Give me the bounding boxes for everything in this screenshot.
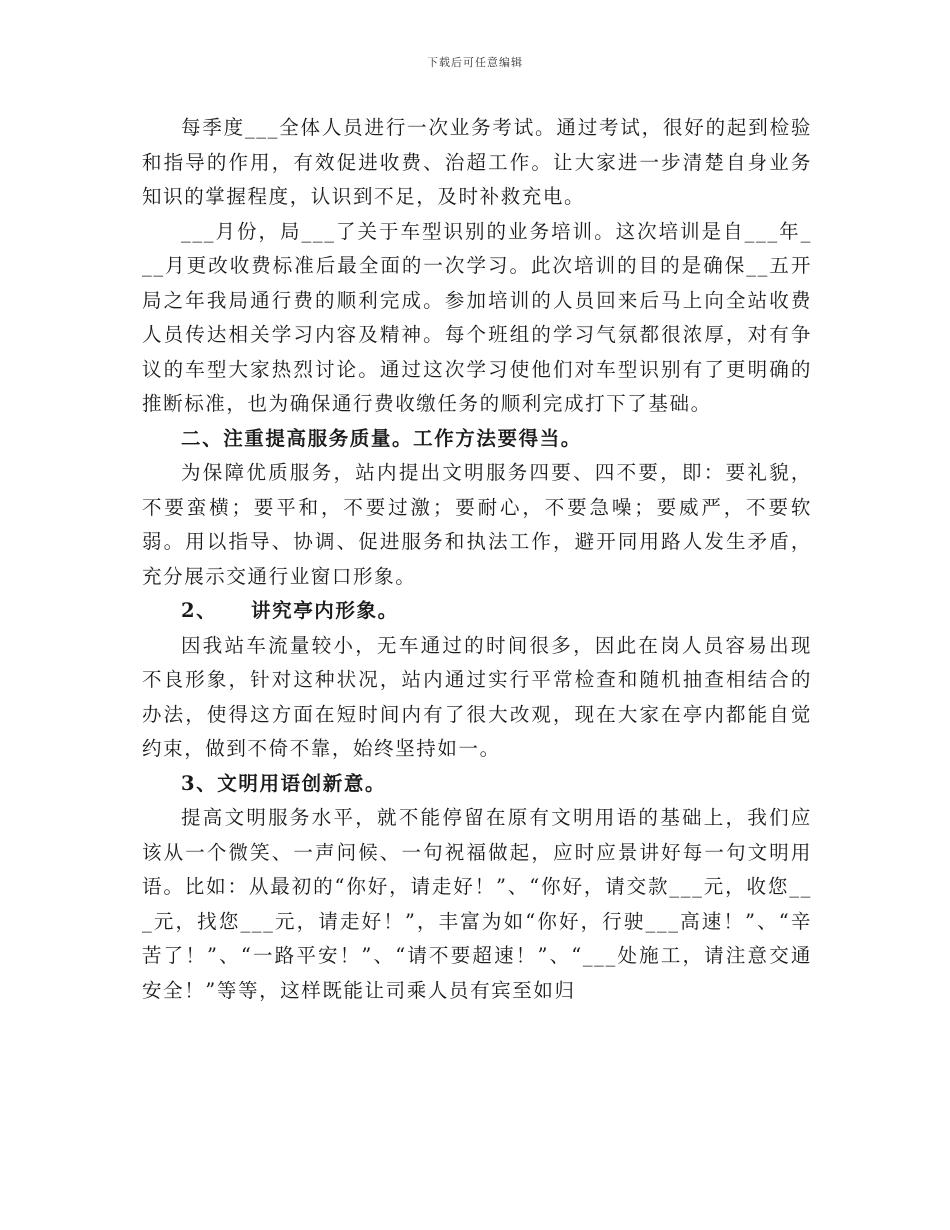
section-heading-booth-image — [142, 594, 812, 629]
document-body — [142, 111, 812, 1008]
paragraph-exam: 每季度___全体人员进行一次业务考试。通过考试，很好的起到检验和指导的作用，有效促进收费、治超工作。让大家进一步清楚自身业务知识的掌握程度，认识到不足，及时补救充电。 — [142, 116, 812, 208]
paragraph-civilized-service: 为保障优质服务，站内提出文明服务四要、四不要，即：要礼貌，不要蛮横；要平和，不要过激；要耐心，不要急噪；要威严，不要软弱。用以指导、协调、促进服务和执法工作，避开同用路人发生矛盾，充分展示交通行业窗口形象。 — [142, 461, 812, 588]
section-heading-service-quality: 二、注重提高服务质量。工作方法要得当。 — [181, 426, 582, 450]
paragraph-civil-language: 提高文明服务水平，就不能停留在原有文明用语的基础上，我们应该从一个微笑、一声问候、一句祝福做起，应时应景讲好每一句文明用语。比如：从最初的“你好，请走好！”、“你好，请交款___元，收您___元，找您___元，请走好！”，丰富为如“你好，行驶___高速！”、“辛苦了！”、“一路平安！”、“请不要超速！”、“___处施工，请注意交通安全！”等等，这样既能让司乘人员有宾至如归 — [142, 806, 812, 1002]
paragraph-training: ___月份，局___了关于车型识别的业务培训。这次培训是自___年___月更改收费标准后最全面的一次学习。此次培训的目的是确保__五开局之年我局通行费的顺利完成。参加培训的人员回来后马上向全站收费人员传达相关学习内容及精神。每个班组的学习气氛都很浓厚，对有争议的车型大家热烈讨论。通过这次学习使他们对车型识别有了更明确的推断标准，也为确保通行费收缴任务的顺利完成打下了基础。 — [142, 219, 812, 415]
page-header: 下载后可任意编辑 — [427, 56, 523, 69]
heading-text: 讲究亭内形象。 — [251, 599, 399, 622]
heading-number: 2、 — [181, 599, 218, 622]
section-heading-civil-language: 3、文明用语创新意。 — [181, 771, 387, 795]
paragraph-booth-image: 因我站车流量较小，无车通过的时间很多，因此在岗人员容易出现不良形象，针对这种状况，站内通过实行平常检查和随机抽查相结合的办法，使得这方面在短时间内有了很大改观，现在大家在亭内都能自觉约束，做到不倚不靠，始终坚持如一。 — [142, 633, 812, 760]
